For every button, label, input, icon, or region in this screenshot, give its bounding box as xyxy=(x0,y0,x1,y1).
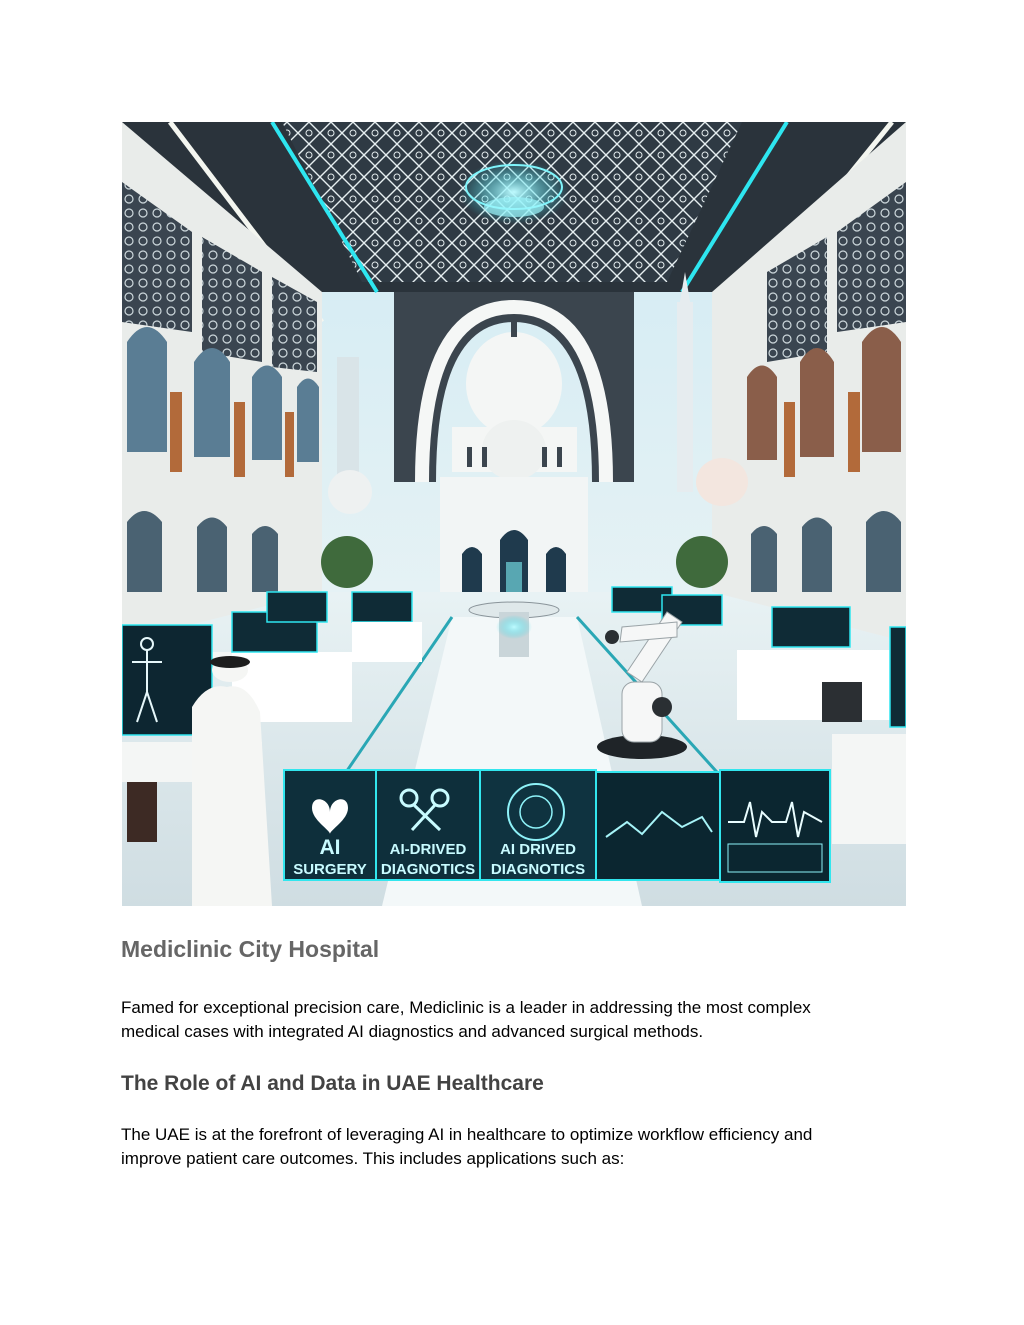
panel-ai-driven-label: AI-DRIVED xyxy=(389,841,467,858)
panel-diagnostics-label: DIAGNOTICS xyxy=(380,861,476,878)
paragraph-line: The UAE is at the forefront of leveraging AI in healthcare to optimize workflow efficiency and xyxy=(121,1125,813,1144)
hospital-title: Mediclinic City Hospital xyxy=(121,936,380,962)
hero-illustration xyxy=(122,122,906,906)
ai-role-heading: The Role of AI and Data in UAE Healthcare xyxy=(121,1072,544,1095)
panel-ai-label: AI xyxy=(319,836,341,859)
panel-ai-driven-label-2: AI DRIVED xyxy=(500,841,576,858)
ai-role-paragraph xyxy=(121,1123,911,1171)
panel-surgery-label: SURGERY xyxy=(293,861,367,878)
paragraph-line: Famed for exceptional precision care, Mediclinic is a leader in addressing the most complex xyxy=(121,998,811,1017)
paragraph-line: improve patient care outcomes. This includes applications such as: xyxy=(121,1149,625,1168)
hologram-panels xyxy=(284,770,830,882)
panel-diagnostics-label-2: DIAGNOTICS xyxy=(490,861,586,878)
paragraph-line: medical cases with integrated AI diagnostics and advanced surgical methods. xyxy=(121,1022,704,1041)
hospital-description xyxy=(121,996,911,1044)
hospital-lobby-illustration xyxy=(122,122,906,906)
